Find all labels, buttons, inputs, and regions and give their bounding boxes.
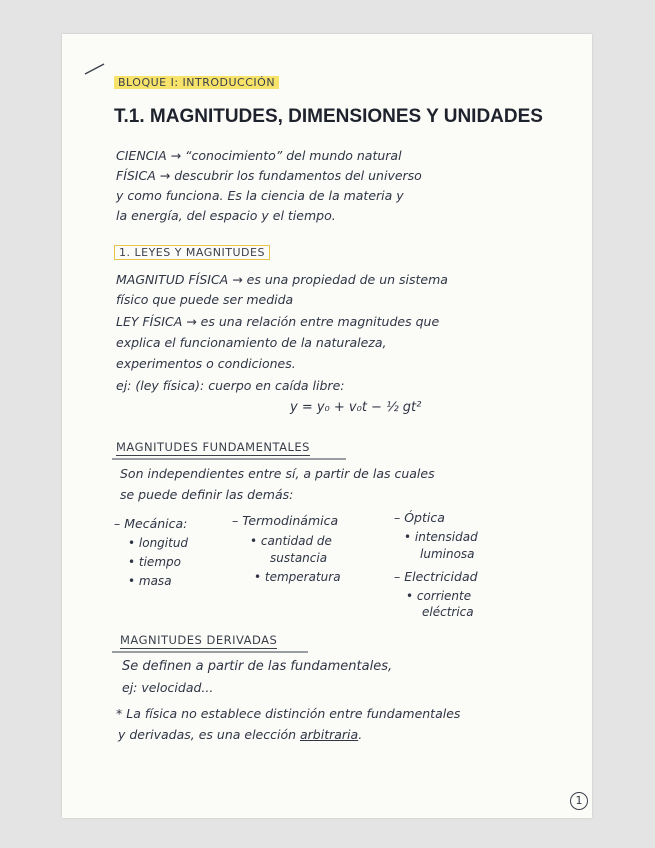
derivadas-line-1: Se definen a partir de las fundamentales, — [122, 659, 393, 674]
intro-line-2: FÍSICA → descubrir los fundamentos del universo — [116, 168, 422, 183]
section1-line-3: LEY FÍSICA → es una relación entre magnitudes que — [116, 314, 440, 329]
fundamentales-line-2: se puede definir las demás: — [120, 487, 294, 502]
mecanica-heading: – Mecánica: — [114, 516, 188, 531]
mecanica-item-longitud: • longitud — [128, 536, 189, 550]
mecanica-item-tiempo: • tiempo — [128, 555, 181, 569]
termo-item-cantidad: • cantidad de — [250, 534, 332, 548]
derivadas-line-2: ej: velocidad... — [122, 680, 214, 695]
electricidad-heading: – Electricidad — [394, 569, 478, 584]
section1-line-4: explica el funcionamiento de la naturaleza, — [116, 335, 387, 350]
mecanica-item-masa: • masa — [128, 574, 172, 588]
derivadas-heading — [120, 633, 277, 647]
fundamentales-heading — [116, 440, 310, 454]
intro-line-4: la energía, del espacio y el tiempo. — [116, 208, 336, 223]
section1-line-1: MAGNITUD FÍSICA → es una propiedad de un sistema — [116, 272, 448, 287]
intro-line-3: y como funciona. Es la ciencia de la materia y — [116, 188, 404, 203]
note-line-1: * La física no establece distinción entre fundamentales — [116, 706, 461, 721]
fundamentales-line-1: Son independientes entre sí, a partir de las cuales — [120, 466, 435, 481]
free-fall-formula: y = y₀ + v₀t − ½ gt² — [290, 400, 422, 415]
termo-heading: – Termodinámica — [232, 513, 339, 528]
optica-item-luminosa: luminosa — [420, 547, 475, 561]
fundamentales-heading-text: MAGNITUDES FUNDAMENTALES — [116, 440, 310, 454]
section1-line-2: físico que puede ser medida — [116, 292, 294, 307]
fundamentales-rule — [112, 457, 348, 461]
electricidad-item-electrica: eléctrica — [422, 605, 474, 619]
block-label-highlight: BLOQUE I: INTRODUCCIÓN — [114, 76, 279, 89]
block-label — [114, 76, 279, 89]
page-number: 1 — [570, 792, 588, 810]
note-underlined-word: arbitraria — [300, 727, 359, 742]
pen-stroke-decoration — [84, 62, 106, 76]
optica-heading: – Óptica — [394, 510, 445, 525]
section1-line-6: ej: (ley física): cuerpo en caída libre: — [116, 378, 345, 393]
page-title: T.1. MAGNITUDES, DIMENSIONES Y UNIDADES — [114, 106, 543, 127]
termo-item-sustancia: sustancia — [270, 551, 328, 565]
derivadas-rule — [112, 650, 312, 654]
note-line-2-text: y derivadas, es una elección — [118, 727, 300, 742]
section1-heading-box: 1. LEYES Y MAGNITUDES — [114, 245, 270, 260]
note-line-2 — [118, 727, 362, 742]
derivadas-heading-text: MAGNITUDES DERIVADAS — [120, 633, 278, 647]
note-line-2-end: . — [358, 727, 363, 742]
section1-line-5: experimentos o condiciones. — [116, 356, 296, 371]
section1-heading — [114, 246, 270, 259]
intro-line-1: CIENCIA → “conocimiento” del mundo natural — [116, 148, 402, 163]
electricidad-item-corriente: • corriente — [406, 589, 472, 603]
termo-item-temperatura: • temperatura — [254, 570, 341, 584]
optica-item-intensidad: • intensidad — [404, 530, 478, 544]
